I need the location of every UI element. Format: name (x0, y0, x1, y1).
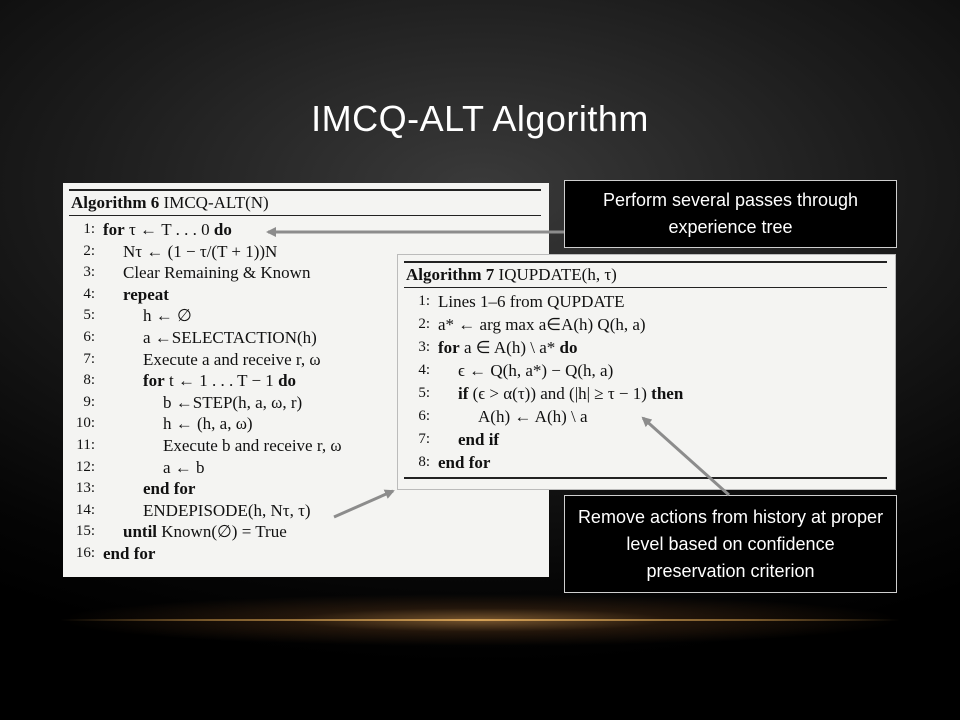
line-code: a* ← arg max a∈A(h) Q(h, a) (438, 315, 646, 334)
line-number: 1: (418, 293, 430, 309)
line-code: Execute a and receive r, ω (143, 349, 321, 369)
line-code: Execute b and receive r, ω (163, 435, 342, 455)
line-code: end for (438, 453, 491, 472)
line-number: 6: (83, 328, 95, 345)
line-number: 4: (418, 362, 430, 378)
line-number: 7: (418, 431, 430, 447)
arrow-line14-to-algorithm7 (334, 491, 393, 517)
line-number: 16: (75, 544, 95, 561)
line-number: 8: (418, 454, 430, 470)
line-number: 6: (418, 408, 430, 424)
algorithm-6-name: IMCQ-ALT(N) (163, 193, 269, 212)
line-code: a ←SELECTACTION(h) (143, 327, 317, 347)
arrow-callout-bottom-to-line6 (643, 418, 729, 495)
line-number: 11: (76, 436, 95, 453)
line-number: 10: (75, 415, 95, 432)
line-code: h ← (h, a, ω) (163, 414, 253, 434)
line-code: h ← ∅ (143, 306, 192, 326)
line-code: A(h) ← A(h) \ a (478, 407, 588, 426)
line-code: b ←STEP(h, a, ω, r) (163, 392, 303, 412)
line-code: Clear Remaining & Known (123, 263, 311, 283)
line-code: for t ← 1 . . . T − 1 do (143, 371, 297, 391)
line-number: 2: (418, 316, 430, 332)
line-number: 1: (83, 221, 95, 237)
line-number: 8: (83, 372, 95, 389)
line-number: 14: (75, 501, 95, 518)
line-number: 3: (418, 339, 430, 355)
algorithm-6-label: Algorithm 6 (71, 193, 160, 212)
line-code: for τ ← T . . . 0 do (103, 220, 232, 239)
line-code: end if (458, 430, 500, 449)
line-code: for a ∈ A(h) \ a* do (438, 338, 578, 357)
line-number: 5: (83, 307, 95, 324)
algorithm-7-label: Algorithm 7 (406, 265, 495, 284)
line-number: 4: (83, 285, 95, 302)
callout-top: Perform several passes through experience tree (564, 180, 897, 248)
line-number: 5: (418, 385, 430, 401)
line-code: Lines 1–6 from QUPDATE (438, 292, 625, 311)
line-number: 2: (83, 242, 95, 259)
line-number: 7: (83, 350, 95, 367)
line-code: end for (103, 543, 156, 563)
line-number: 12: (75, 458, 95, 475)
line-code: ϵ ← Q(h, a*) − Q(h, a) (458, 361, 614, 380)
line-number: 3: (83, 264, 95, 281)
line-code: a ← b (163, 457, 205, 477)
line-code: Nτ ← (1 − τ/(T + 1))N (123, 241, 278, 261)
line-code: repeat (123, 284, 169, 304)
line-number: 15: (75, 523, 95, 540)
slide-title: IMCQ-ALT Algorithm (311, 98, 649, 139)
line-number: 9: (83, 393, 95, 410)
line-code: ENDEPISODE(h, Nτ, τ) (143, 500, 311, 520)
line-code: until Known(∅) = True (123, 522, 287, 542)
algorithm-7-name: IQUPDATE(h, τ) (498, 265, 617, 284)
callout-bottom: Remove actions from history at proper level based on confidence preservation criterion (564, 495, 897, 593)
line-number: 13: (75, 480, 95, 497)
line-code: if (ϵ > α(τ)) and (|h| ≥ τ − 1) then (458, 384, 684, 403)
line-code: end for (143, 479, 196, 499)
